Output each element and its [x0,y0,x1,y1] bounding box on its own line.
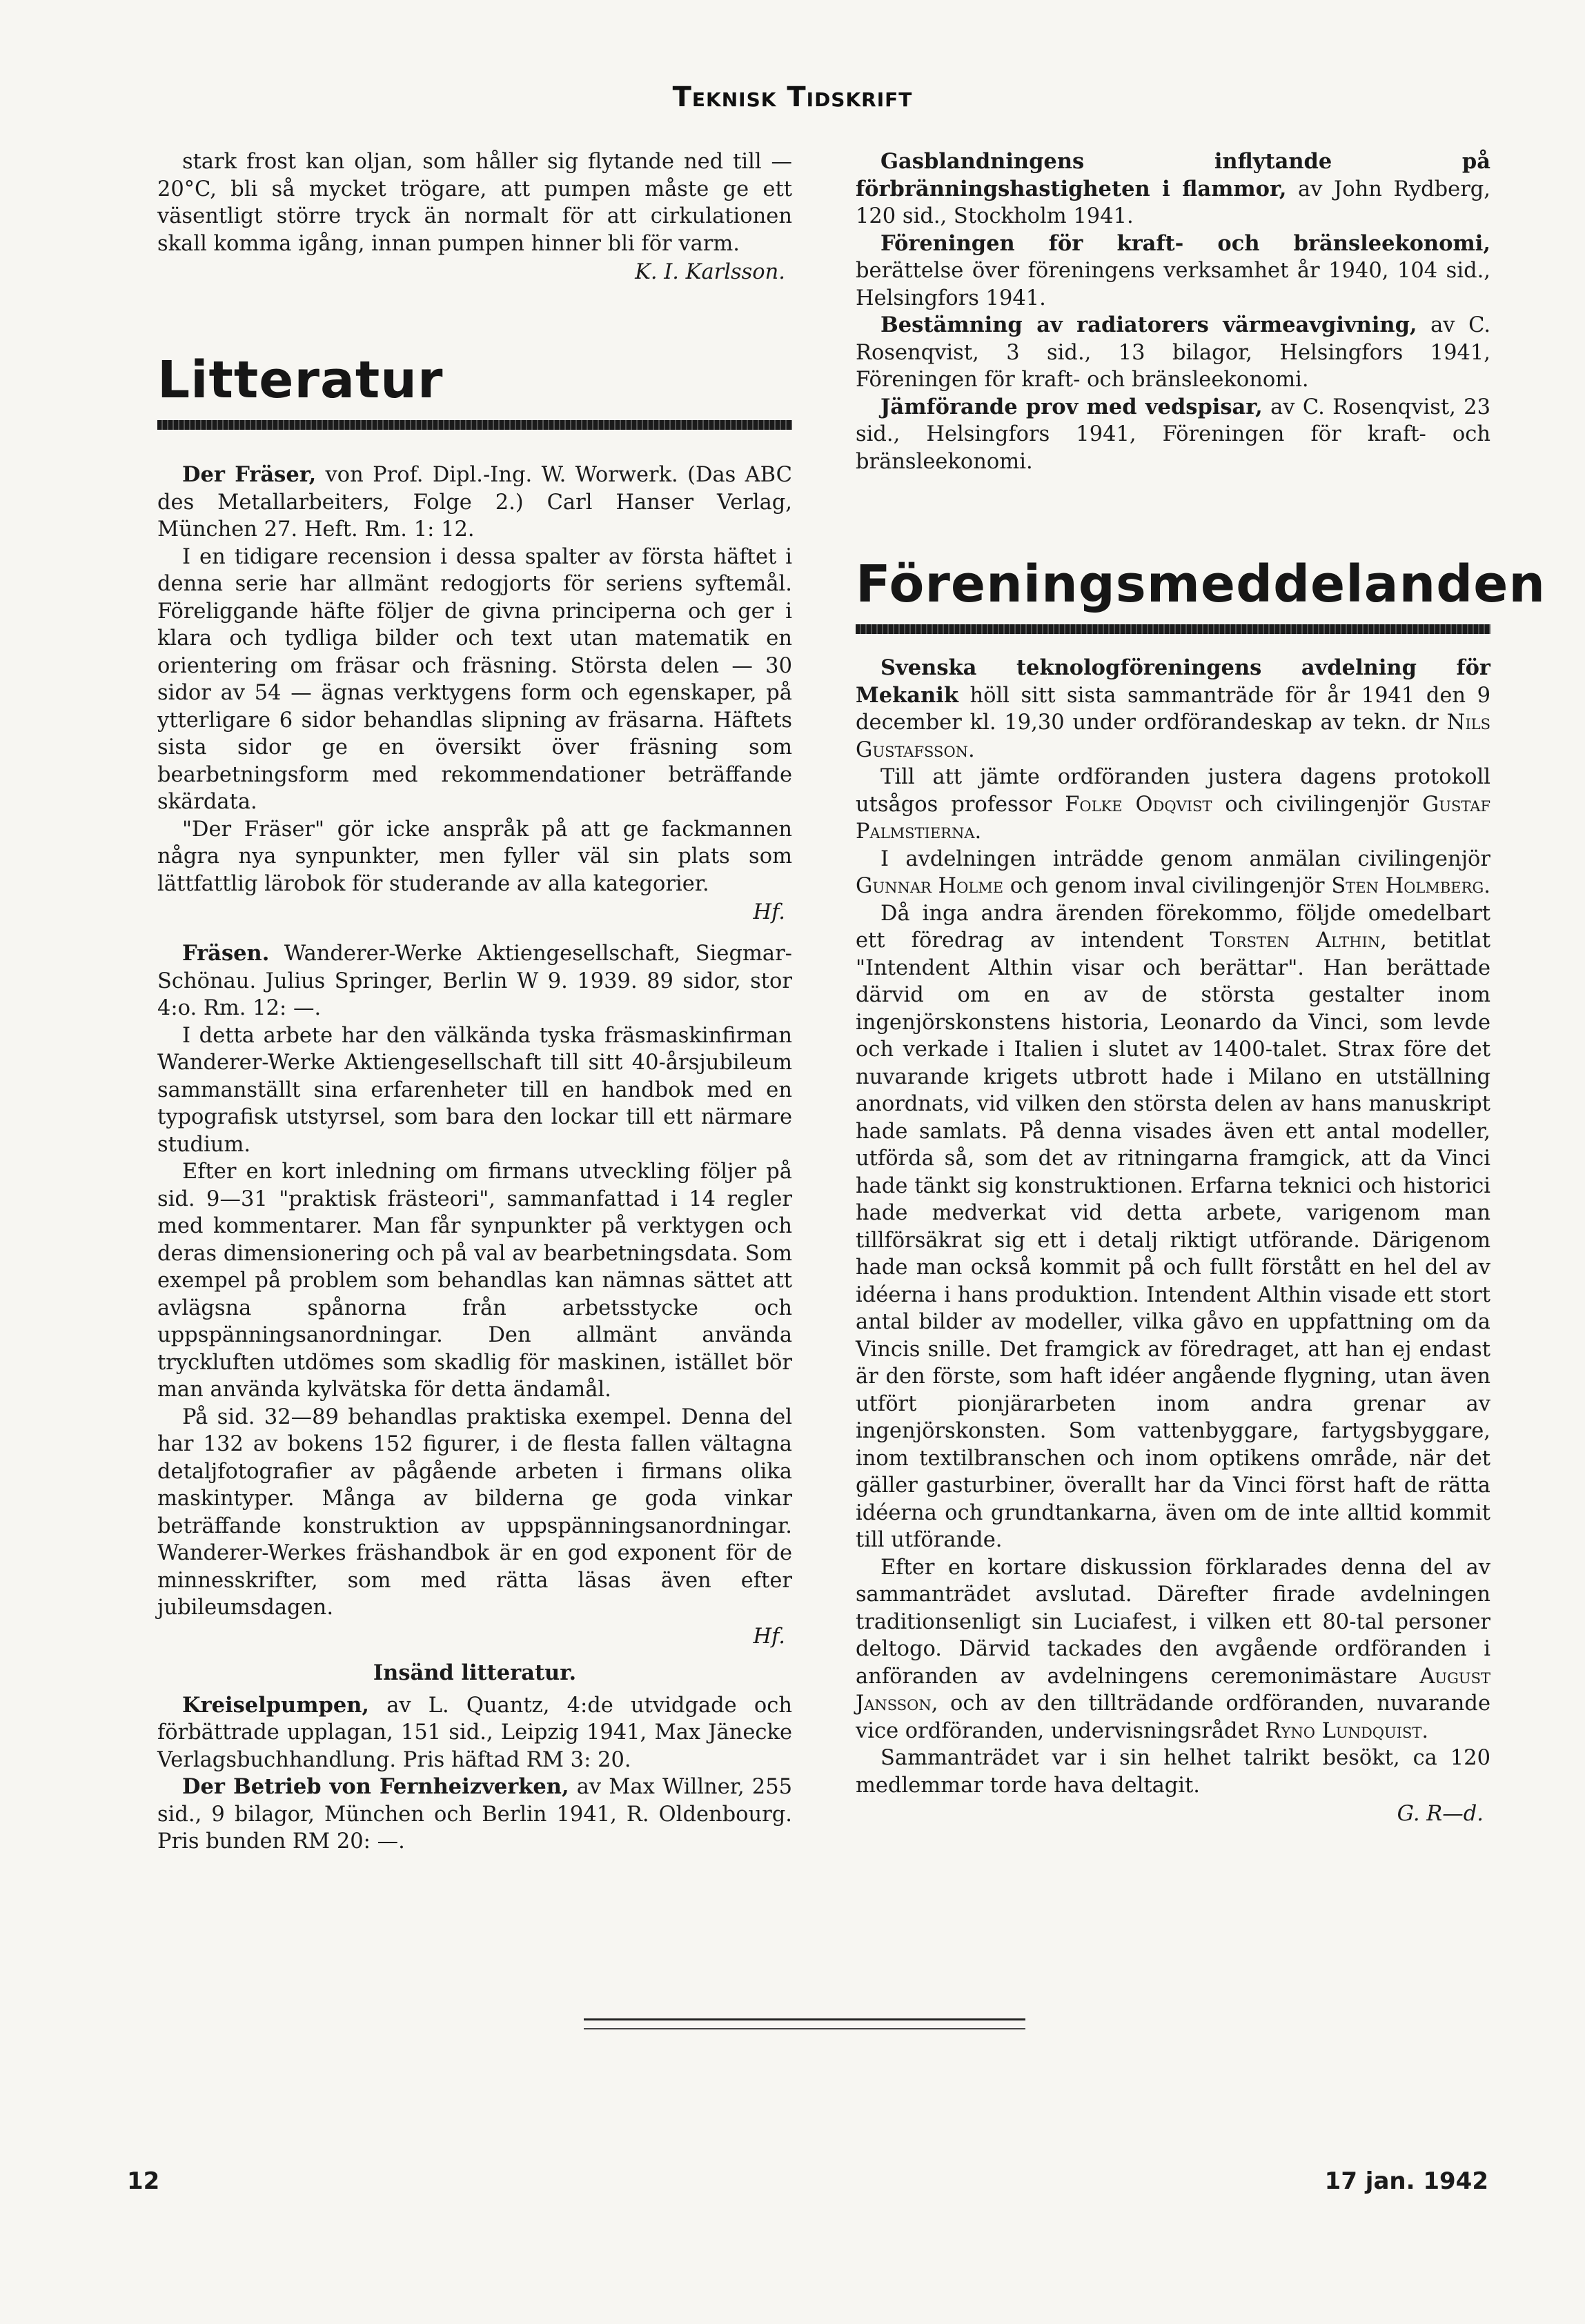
book-details: av John Rydberg, 120 sid., Stockholm 1941. [856,177,1491,228]
review-fraser-paragraph: I en tidigare recension i dessa spalter av första häftet i denna serie har allmänt redogjorts för seriens syftemål. Föreliggande häfte följer de givna principerna och ger i klara och tydliga bilder och text utan matematik en orientering om fräsar och fräsning. Största delen — 30 sidor av 54 — ägnas verktygens form och egenskaper, på ytterligare 6 sidor behandlas slipning av fräsarna. Häftets sista sidor ge en översikt över fräsning som bearbetningsform med rekommendationer beträffande skärdata. [157,544,792,814]
book-details: av Max Willner, 255 sid., 9 bilagor, München och Berlin 1941, R. Oldenbourg. Pris bunden RM 20: —. [157,1775,792,1854]
review-fraser-signature: Hf. [753,900,785,924]
notice-text: , och av den tillträdande ordföranden, nuvarande vice ordföranden, undervisningsrådet [856,1691,1490,1743]
journal-header: Teknisk Tidskrift [672,81,913,113]
book-details: berättelse över föreningens verksamhet år 1940, 104 sid., Helsingfors 1941. [856,259,1490,310]
review-frasen-paragraph: Efter en kort inledning om firmans utveckling följer på sid. 9—31 "praktisk frästeori", sammanfattad i 14 regler med kommentarer. Man får synpunkter på verktygen och deras dimensionering och på val av bearbetningsdata. Som exempel på problem som behandlas kan nämnas sättet att avlägsna spånorna från arbetsstycke och uppspänningsanordningar. Den allmänt använda tryckluften utdömes som skadlig för maskinen, istället bör man använda kylvätska för detta ändamål. [157,1160,792,1402]
section-title-foreningsmeddelanden: Föreningsmeddelanden [856,555,1546,614]
notice-paragraph [856,846,1490,900]
person-name: Folke Odqvist [1065,792,1212,817]
review-frasen-heading [157,940,792,1022]
book-title: Jämförande prov med vedspisar, [880,394,1263,419]
issue-date: 17 jan. 1942 [1324,2167,1488,2195]
notice-text: Då inga andra ärenden förekommo, följde omedelbart ett föredrag av intendent [856,901,1490,953]
section-rule [157,420,792,430]
notice-text: . [1484,874,1490,898]
page-number: 12 [127,2167,160,2195]
section-rule [856,624,1490,634]
review-fraser-paragraph: "Der Fräser" gör icke anspråk på att ge fackmannen några nya synpunkter, men fyller väl sin plats som lättfattlig lärobok för studerande av alla kategorier. [157,817,792,896]
book-details: av L. Quantz, 4:de utvidgade och förbättrade upplagan, 151 sid., Leipzig 1941, Max Jänecke Verlagsbuchhandlung. Pris häftad RM 3: 20. [157,1693,792,1772]
insand-litteratur-heading: Insänd litteratur. [373,1660,577,1685]
notice-paragraph: Sammanträdet var i sin helhet talrikt besökt, ca 120 medlemmar torde hava deltagit. [856,1746,1490,1798]
book-details: av C. Rosenqvist, 23 sid., Helsingfors 1941, Föreningen för kraft- och bränsleekonomi. [856,395,1490,474]
book-entry-jamforande [856,394,1490,476]
intro-signature: K. I. Karlsson. [635,260,785,284]
review-frasen-paragraph: I detta arbete har den välkända tyska fräsmaskinfirman Wanderer-Werke Aktiengesellschaft till sitt 40-årsjubileum sammanställt sina erfarenheter till en handbok med en typografisk utstyrsel, som bara den lockar till ett närmare studium. [157,1023,792,1157]
notice-paragraph [856,764,1490,846]
book-entry-forening [856,230,1490,312]
book-entry-gasblandning [856,148,1490,230]
closing-rule [584,2018,1025,2020]
book-title: Der Betrieb von Fernheizverken, [182,1774,569,1799]
notice-paragraph [856,900,1490,1554]
intro-paragraph: stark frost kan oljan, som håller sig flytande ned till — 20°C, bli så mycket trögare, att pumpen måste ge ett väsentligt större tryck än normalt för att cirkulationen skall komma igång, innan pumpen hinner bli för varm. [157,150,792,256]
book-details: av C. Rosenqvist, 3 sid., 13 bilagor, Helsingfors 1941, Föreningen för kraft- och bränsleekonomi. [856,313,1491,392]
review-frasen-signature: Hf. [753,1624,785,1649]
book-title: Gasblandningens inflytande på förbränningshastigheten i flammor, [856,149,1490,201]
review-fraser-title: Der Fräser, [182,462,317,487]
notice-signature: G. R—d. [1397,1802,1484,1826]
notice-paragraph [856,655,1490,764]
notice-text: Till att jämte ordföranden justera dagens protokoll utsågos professor [856,765,1490,817]
person-name: Ryno Lundquist [1265,1718,1422,1743]
notice-paragraph [856,1554,1490,1745]
notice-text: . [968,737,975,762]
section-title-litteratur: Litteratur [157,350,444,410]
closing-rule [584,2028,1025,2029]
book-entry-bestamning [856,312,1490,394]
notice-text: Efter en kortare diskussion förklarades denna del av sammanträdet avslutad. Därefter firade avdelningen traditionsenligt sin Luciafest, i vilken ett 80-tal personer deltogo. Därvid tackades den avgående ordföranden i anföranden av avdelningens ceremonimästare [856,1555,1490,1689]
book-title: Bestämning av radiatorers värmeavgivning, [880,312,1417,337]
person-name: Torsten Althin [1210,928,1381,953]
review-fraser-heading [157,461,792,544]
notice-text: och civilingenjör [1212,792,1422,817]
notice-text: , betitlat "Intendent Althin visar och berättar". Han berättade därvid om en av de största gestalter inom ingenjörskonstens historia, Leonardo da Vinci, som levde och verkade i Italien i slutet av 1400-talet. Strax före det nuvarande krigets utbrott hade i Milano en utställning anordnats, vid vilken den största delen av hans manuskript hade samlats. På denna visades även ett antal modeller, utförda så, som det av ritningarna framgick, att da Vinci hade tänkt sig konstruktionen. Erfarna teknici och historici hade medverkat vid detta arbete, varigenom man tillförsäkrat sig ett i detalj riktigt utförande. Därigenom hade man också kommit på och fullt förstått en hel del av idéerna i hans produktion. Intendent Althin visade ett stort antal bilder av modeller, vilka gåvo en uppfattning om da Vincis snille. Det framgick av föredraget, att han ej endast är den förste, som haft idéer angående flygning, utan även utfört pionjärarbeten inom andra grenar av ingenjörskonsten. Som vattenbyggare, fartygsbyggare, inom textilbranschen och inom optikens område, när det gäller gasturbiner, överallt har da Vinci först haft de rätta idéerna och grundtankarna, även om de inte alltid kommit till utförande. [856,928,1490,1552]
review-frasen-title: Fräsen. [182,941,270,966]
person-name: Gustaf Palmstierna [856,792,1491,844]
right-column [856,148,1546,1828]
notice-text: . [1421,1718,1429,1743]
book-entry-kreiselpumpen [157,1692,792,1774]
book-title: Föreningen för kraft- och bränsleekonomi, [880,230,1490,256]
review-fraser-meta: von Prof. Dipl.-Ing. W. Worwerk. (Das ABC des Metallarbeiters, Folge 2.) Carl Hanser Verlag, München 27. Heft. Rm. 1: 12. [157,463,792,542]
left-column [157,148,792,1856]
book-title: Kreiselpumpen, [182,1692,370,1718]
person-name: Nils Gustafsson [856,711,1490,762]
review-frasen-meta: Wanderer-Werke Aktiengesellschaft, Siegmar-Schönau. Julius Springer, Berlin W 9. 1939. 89 sidor, stor 4:o. Rm. 12: —. [157,942,792,1020]
book-entry-betrieb [157,1774,792,1856]
person-name: Gunnar Holme [856,874,1004,898]
person-name: Sten Holmberg [1331,874,1484,898]
notice-text: . [974,820,982,844]
notice-text: I avdelningen inträdde genom anmälan civilingenjör [880,846,1490,871]
notice-text: och genom inval civilingenjör [1003,874,1332,898]
review-frasen-paragraph: På sid. 32—89 behandlas praktiska exempel. Denna del har 132 av bokens 152 figurer, i de flesta fallen vältagna detaljfotografier av pågående arbeten i firmans olika maskintyper. Många av bilderna ge goda vinkar beträffande konstruktion av uppspänningsanordningar. Wanderer-Werkes fräshandbok är en god exponent för de minnesskrifter, som med rätta läsas även efter jubileumsdagen. [157,1404,792,1620]
person-name: August Jansson [856,1664,1490,1716]
notice-text: höll sitt sista sammanträde för år 1941 den 9 december kl. 19,30 under ordförandeskap av tekn. dr [856,683,1490,735]
notice-heading: Svenska teknologföreningens avdelning för Mekanik [856,655,1490,708]
